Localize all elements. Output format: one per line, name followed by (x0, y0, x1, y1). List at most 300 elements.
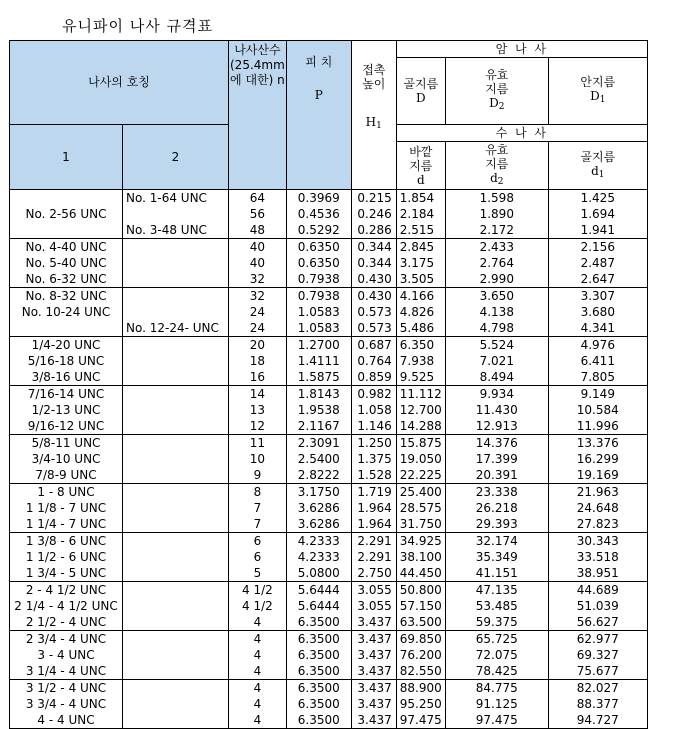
threads-per-inch: 56 (249, 207, 266, 221)
designation-col1: 2 1/4 - 4 1/2 UNC (14, 599, 118, 613)
pitch-value: 4.2333 (297, 534, 340, 548)
designation-col1: 3 1/2 - 4 UNC (25, 681, 107, 695)
designation-col2-cell (123, 337, 229, 386)
designation-col2 (123, 255, 228, 271)
pitch-diameter: 29.393 (475, 517, 518, 531)
pitch-diameter-cell (445, 680, 548, 729)
pitch-diameter: 35.349 (475, 550, 518, 564)
designation-col1 (10, 190, 122, 206)
major-diameter: 2.515 (399, 223, 435, 237)
minor-diameter: 24.648 (576, 501, 619, 515)
minor-diameter-cell (548, 239, 647, 288)
major-diameter: 88.900 (399, 681, 442, 695)
engagement-value: 0.982 (357, 387, 392, 401)
designation-col1: 5/8-11 UNC (31, 436, 101, 450)
pitch-value: 1.0583 (297, 305, 340, 319)
threads-per-inch: 32 (249, 272, 266, 286)
minor-diameter: 94.727 (576, 713, 619, 727)
threads-per-inch-cell (229, 631, 287, 680)
table-row-group (10, 190, 648, 239)
engagement-value: 0.246 (357, 207, 392, 221)
engagement-value: 0.215 (357, 191, 392, 205)
designation-col1: 1 1/4 - 7 UNC (25, 517, 107, 531)
major-diameter: 22.225 (399, 468, 442, 482)
pitch-value: 3.1750 (297, 485, 340, 499)
pitch-diameter: 5.524 (479, 338, 514, 352)
engagement-value-cell (351, 582, 396, 631)
minor-diameter: 69.327 (576, 648, 619, 662)
designation-col1: 3/4-10 UNC (31, 452, 101, 466)
minor-diameter: 21.963 (576, 485, 619, 499)
threads-per-inch: 40 (249, 240, 266, 254)
pitch-value: 5.6444 (297, 583, 340, 597)
designation-col1: 5/16-18 UNC (27, 354, 105, 368)
pitch-diam-internal-symbol: $D_2$ (489, 96, 505, 112)
engagement-value: 0.344 (357, 256, 392, 270)
minor-external-symbol: $d_1$ (591, 163, 605, 180)
designation-col2-cell (123, 680, 229, 729)
major-external-header (396, 142, 445, 190)
major-diameter: 97.475 (399, 713, 442, 727)
major-internal-header (396, 58, 445, 125)
major-diameter: 12.700 (399, 403, 442, 417)
engagement-value-cell (351, 680, 396, 729)
designation-col2 (123, 304, 228, 320)
pitch-value: 5.6444 (297, 599, 340, 613)
minor-diameter: 7.805 (580, 370, 615, 384)
engagement-value: 0.573 (357, 321, 392, 335)
major-diameter: 34.925 (399, 534, 442, 548)
engagement-value-cell (351, 337, 396, 386)
minor-diameter: 1.425 (580, 191, 615, 205)
threads-per-inch: 6 (253, 534, 262, 548)
designation-col2 (123, 516, 228, 532)
designation-col1: No. 2-56 UNC (25, 207, 107, 221)
engagement-value: 0.286 (357, 223, 392, 237)
minor-diameter: 2.647 (580, 272, 615, 286)
major-diameter-cell (396, 680, 445, 729)
designation-col2 (123, 565, 228, 581)
designation-col2 (123, 582, 228, 598)
major-diameter-cell (396, 631, 445, 680)
pitch-diameter: 78.425 (475, 664, 518, 678)
designation-col1: 2 - 4 1/2 UNC (25, 583, 107, 597)
engagement-value: 1.375 (357, 452, 392, 466)
table-row-group (10, 435, 648, 484)
threads-per-inch: 32 (249, 289, 266, 303)
threads-per-inch-cell (229, 533, 287, 582)
minor-diameter: 30.343 (576, 534, 619, 548)
engagement-value-cell (351, 435, 396, 484)
designation-col1-cell (10, 288, 123, 337)
designation-col1: 3 - 4 UNC (37, 648, 95, 662)
engagement-value: 0.764 (357, 354, 392, 368)
pitch-diameter: 84.775 (475, 681, 518, 695)
minor-diameter: 10.584 (576, 403, 619, 417)
threads-per-inch: 4 (253, 713, 262, 727)
pitch-symbol: P (314, 88, 323, 102)
threads-per-inch: 14 (249, 387, 266, 401)
pitch-diameter: 47.135 (475, 583, 518, 597)
internal-thread-header: 암 나 사 (396, 41, 647, 58)
designation-col1: 3 1/4 - 4 UNC (25, 664, 107, 678)
designation-col2-cell (123, 582, 229, 631)
designation-col1 (10, 320, 122, 336)
threads-per-inch: 10 (249, 452, 266, 466)
pitch-diameter: 23.338 (475, 485, 518, 499)
minor-diameter: 1.694 (580, 207, 615, 221)
major-internal-label: 골지름 (403, 77, 439, 91)
designation-col2 (123, 500, 228, 516)
major-diameter: 38.100 (399, 550, 442, 564)
table-row-group (10, 484, 648, 533)
pitch-diameter-cell (445, 533, 548, 582)
pitch-diameter-cell (445, 484, 548, 533)
minor-diameter: 1.941 (580, 223, 615, 237)
pitch-diam-internal-label: 유효 지름 (485, 68, 509, 96)
pitch-diameter: 20.391 (475, 468, 518, 482)
designation-col1-cell (10, 435, 123, 484)
engagement-value: 3.437 (357, 681, 392, 695)
engagement-value-cell (351, 386, 396, 435)
minor-diameter-cell (548, 680, 647, 729)
minor-diameter-cell (548, 484, 647, 533)
major-diameter-cell (396, 533, 445, 582)
designation-col1: No. 4-40 UNC (25, 240, 107, 254)
pitch-diameter: 7.021 (479, 354, 514, 368)
major-diameter: 25.400 (399, 485, 442, 499)
engagement-value: 3.437 (357, 664, 392, 678)
threads-per-inch-cell (229, 288, 287, 337)
major-diameter: 69.850 (399, 632, 442, 646)
engagement-value: 3.055 (357, 583, 392, 597)
pitch-label: 피 치 (305, 55, 333, 69)
external-thread-header: 수 나 사 (396, 125, 647, 142)
pitch-diameter: 17.399 (475, 452, 518, 466)
designation-col2 (123, 369, 228, 385)
designation-col1: 3/8-16 UNC (31, 370, 101, 384)
major-diameter: 14.288 (399, 419, 442, 433)
major-diameter-cell (396, 484, 445, 533)
pitch-diameter-cell (445, 582, 548, 631)
major-diameter: 6.350 (399, 338, 435, 352)
engagement-value-cell (351, 484, 396, 533)
pitch-diameter: 4.138 (479, 305, 514, 319)
designation-col1: 1 - 8 UNC (37, 485, 95, 499)
pitch-value-cell (286, 484, 351, 533)
minor-diameter: 51.039 (576, 599, 619, 613)
threads-per-inch: 9 (253, 468, 262, 482)
pitch-value: 1.2700 (297, 338, 340, 352)
pitch-diameter-cell (445, 190, 548, 239)
pitch-diameter-cell (445, 435, 548, 484)
designation-col2: No. 3-48 UNC (126, 223, 207, 237)
minor-diameter: 6.411 (580, 354, 615, 368)
pitch-diameter-cell (445, 239, 548, 288)
engagement-value: 0.573 (357, 305, 392, 319)
engagement-value: 1.058 (357, 403, 392, 417)
designation-col2 (123, 663, 228, 679)
pitch-diam-external-header (445, 142, 548, 190)
pitch-value-cell (286, 680, 351, 729)
major-diameter: 1.854 (399, 191, 435, 205)
pitch-value-cell (286, 386, 351, 435)
pitch-diameter: 1.890 (479, 207, 514, 221)
pitch-value-cell (286, 533, 351, 582)
major-diameter: 82.550 (399, 664, 442, 678)
pitch-diameter: 14.376 (475, 436, 518, 450)
designation-col1: 1 1/2 - 6 UNC (25, 550, 107, 564)
minor-diameter: 16.299 (576, 452, 619, 466)
major-diameter: 2.184 (399, 207, 435, 221)
threads-per-inch-cell (229, 337, 287, 386)
pitch-diameter: 26.218 (475, 501, 518, 515)
threads-per-inch-cell (229, 435, 287, 484)
threads-per-inch: 4 1/2 (242, 599, 273, 613)
tpi-header: 나사산수 (25.4mm 에 대한) n (229, 41, 287, 190)
pitch-diameter: 72.075 (475, 648, 518, 662)
threads-per-inch: 40 (249, 256, 266, 270)
threads-per-inch: 12 (249, 419, 266, 433)
designation-col2 (123, 435, 228, 451)
designation-col1: 1 3/4 - 5 UNC (25, 566, 107, 580)
col1-header: 1 (10, 125, 123, 190)
designation-col1: 1 1/8 - 7 UNC (25, 501, 107, 515)
major-diameter: 3.175 (399, 256, 435, 270)
major-diameter-cell (396, 239, 445, 288)
pitch-value-cell (286, 631, 351, 680)
engagement-value: 1.964 (357, 517, 392, 531)
designation-col2 (123, 418, 228, 434)
table-row-group (10, 386, 648, 435)
engagement-value: 1.719 (357, 485, 392, 499)
threads-per-inch-cell (229, 190, 287, 239)
pitch-value: 6.3500 (297, 664, 340, 678)
minor-internal-header (548, 58, 647, 125)
pitch-diam-external-label: 유효 지름 (485, 142, 509, 171)
major-diameter: 57.150 (399, 599, 442, 613)
engagement-value-cell (351, 631, 396, 680)
minor-diameter: 3.307 (580, 289, 615, 303)
designation-col1: 7/16-14 UNC (27, 387, 105, 401)
pitch-diameter: 32.174 (475, 534, 518, 548)
designation-col2-cell (123, 386, 229, 435)
pitch-diameter: 2.172 (479, 223, 514, 237)
major-diameter: 95.250 (399, 697, 442, 711)
threads-per-inch: 13 (249, 403, 266, 417)
designation-col1: 4 - 4 UNC (37, 713, 95, 727)
designation-col2: No. 1-64 UNC (126, 191, 207, 205)
minor-diameter-cell (548, 435, 647, 484)
designation-col1: 9/16-12 UNC (27, 419, 105, 433)
threads-per-inch-cell (229, 239, 287, 288)
engagement-value: 3.437 (357, 615, 392, 629)
minor-internal-symbol: $D_1$ (590, 89, 606, 105)
threads-per-inch: 6 (253, 550, 262, 564)
threads-per-inch: 24 (249, 305, 266, 319)
designation-col2-cell (123, 631, 229, 680)
designation-col1-cell (10, 239, 123, 288)
minor-external-header (548, 142, 647, 190)
table-row-group (10, 239, 648, 288)
table-row-group (10, 533, 648, 582)
threads-per-inch: 4 (253, 664, 262, 678)
pitch-diameter: 91.125 (475, 697, 518, 711)
threads-per-inch-cell (229, 386, 287, 435)
designation-col1: No. 5-40 UNC (25, 256, 107, 270)
pitch-value: 0.5292 (297, 223, 340, 237)
pitch-value: 2.5400 (297, 452, 340, 466)
col2-header: 2 (123, 125, 229, 190)
major-diameter: 9.525 (399, 370, 435, 384)
pitch-diameter: 65.725 (475, 632, 518, 646)
designation-col2 (123, 484, 228, 500)
engagement-label: 접촉 높이 (362, 63, 386, 91)
designation-col2 (123, 451, 228, 467)
designation-col2-cell (123, 435, 229, 484)
engagement-value: 3.437 (357, 648, 392, 662)
minor-diameter: 13.376 (576, 436, 619, 450)
pitch-value: 1.4111 (297, 354, 340, 368)
pitch-value: 1.8143 (297, 387, 340, 401)
engagement-value-cell (351, 288, 396, 337)
threads-per-inch-cell (229, 680, 287, 729)
designation-col2 (123, 288, 228, 304)
pitch-diameter: 8.494 (479, 370, 514, 384)
minor-diameter-cell (548, 386, 647, 435)
designation-col2-cell (123, 288, 229, 337)
pitch-diameter: 9.934 (479, 387, 514, 401)
engagement-value: 0.687 (357, 338, 392, 352)
pitch-value: 1.9538 (297, 403, 340, 417)
minor-diameter: 4.976 (580, 338, 615, 352)
threads-per-inch: 4 (253, 632, 262, 646)
minor-diameter: 33.518 (576, 550, 619, 564)
pitch-value: 6.3500 (297, 632, 340, 646)
pitch-value: 4.2333 (297, 550, 340, 564)
minor-diameter-cell (548, 533, 647, 582)
major-diameter-cell (396, 582, 445, 631)
engagement-symbol: $H_1$ (365, 115, 382, 131)
minor-diameter-cell (548, 190, 647, 239)
pitch-value-cell (286, 190, 351, 239)
designation-col2 (123, 271, 228, 287)
minor-diameter: 11.996 (576, 419, 619, 433)
designation-col1: 2 3/4 - 4 UNC (25, 632, 107, 646)
threads-per-inch: 7 (253, 501, 262, 515)
pitch-diameter: 2.764 (479, 256, 514, 270)
threads-per-inch: 16 (249, 370, 266, 384)
engagement-header (351, 41, 396, 190)
engagement-value: 2.291 (357, 534, 392, 548)
minor-diameter: 75.677 (576, 664, 619, 678)
pitch-diameter-cell (445, 288, 548, 337)
pitch-value: 2.3091 (297, 436, 340, 450)
major-diameter: 31.750 (399, 517, 442, 531)
major-diameter: 28.575 (399, 501, 442, 515)
designation-col2 (123, 696, 228, 712)
engagement-value: 3.437 (357, 713, 392, 727)
pitch-header (286, 41, 351, 190)
pitch-diameter: 41.151 (475, 566, 518, 580)
major-diameter: 2.845 (399, 240, 435, 254)
table-row-group (10, 680, 648, 729)
threads-per-inch: 7 (253, 517, 262, 531)
major-diameter: 19.050 (399, 452, 442, 466)
major-diameter: 50.800 (399, 583, 442, 597)
engagement-value: 3.437 (357, 697, 392, 711)
pitch-diameter: 2.990 (479, 272, 514, 286)
designation-col1: 7/8-9 UNC (35, 468, 97, 482)
engagement-value: 0.859 (357, 370, 392, 384)
table-row-group (10, 582, 648, 631)
threads-per-inch-cell (229, 484, 287, 533)
threads-per-inch: 64 (249, 191, 266, 205)
designation-col2 (123, 386, 228, 402)
pitch-value: 0.7938 (297, 289, 340, 303)
pitch-diameter: 59.375 (475, 615, 518, 629)
designation-col1-cell (10, 631, 123, 680)
designation-col2 (123, 239, 228, 255)
minor-diameter: 88.377 (576, 697, 619, 711)
engagement-value: 2.750 (357, 566, 392, 580)
major-diameter: 5.486 (399, 321, 435, 335)
threads-per-inch: 24 (249, 321, 266, 335)
pitch-value: 6.3500 (297, 697, 340, 711)
pitch-value: 3.6286 (297, 517, 340, 531)
threads-per-inch: 4 (253, 681, 262, 695)
engagement-value: 1.146 (357, 419, 392, 433)
pitch-value: 0.4536 (297, 207, 340, 221)
designation-col2 (123, 598, 228, 614)
designation-col2 (123, 337, 228, 353)
threads-per-inch: 48 (249, 223, 266, 237)
major-external-symbol: d (416, 172, 425, 187)
major-diameter: 4.826 (399, 305, 435, 319)
designation-col1: 3 3/4 - 4 UNC (25, 697, 107, 711)
pitch-diameter: 3.650 (479, 289, 514, 303)
pitch-value-cell (286, 337, 351, 386)
designation-col2 (123, 712, 228, 728)
pitch-value: 1.0583 (297, 321, 340, 335)
major-diameter: 7.938 (399, 354, 435, 368)
engagement-value: 3.055 (357, 599, 392, 613)
threads-per-inch: 4 1/2 (242, 583, 273, 597)
pitch-value: 6.3500 (297, 713, 340, 727)
minor-diameter-cell (548, 631, 647, 680)
table-header (10, 41, 648, 190)
major-internal-symbol: D (415, 91, 426, 105)
designation-col2 (123, 614, 228, 630)
engagement-value-cell (351, 533, 396, 582)
designation-col1: 1/2-13 UNC (31, 403, 101, 417)
designation-col2 (123, 533, 228, 549)
engagement-value-cell (351, 239, 396, 288)
pitch-value: 6.3500 (297, 681, 340, 695)
major-diameter-cell (396, 435, 445, 484)
threads-per-inch: 18 (249, 354, 266, 368)
designation-col1: No. 8-32 UNC (25, 289, 107, 303)
engagement-value: 1.250 (357, 436, 392, 450)
pitch-value-cell (286, 239, 351, 288)
minor-diameter-cell (548, 288, 647, 337)
engagement-value: 2.291 (357, 550, 392, 564)
major-external-label: 바깥 지름 (409, 144, 433, 173)
designation-col2-cell (123, 190, 229, 239)
threads-per-inch: 11 (249, 436, 266, 450)
engagement-value: 0.430 (357, 272, 392, 286)
threads-per-inch: 5 (253, 566, 262, 580)
